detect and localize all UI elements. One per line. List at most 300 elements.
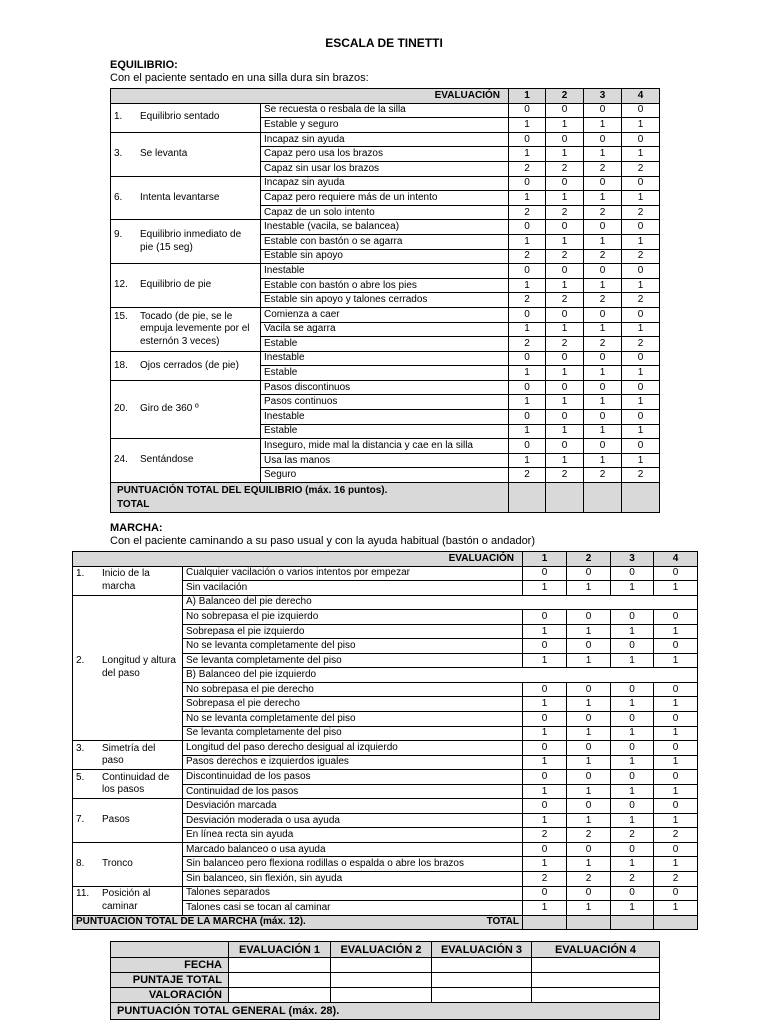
score-cell: 0	[622, 307, 660, 322]
score-cell: 1	[654, 726, 698, 741]
option-text: Seguro	[261, 468, 509, 483]
score-cell: 1	[584, 453, 622, 468]
score-cell: 1	[622, 234, 660, 249]
score-cell: 1	[546, 453, 584, 468]
score-cell: 2	[622, 161, 660, 176]
score-cell: 0	[654, 770, 698, 785]
option-text: Estable sin apoyo y talones cerrados	[261, 293, 509, 308]
score-cell: 2	[509, 205, 546, 220]
score-cell: 1	[622, 366, 660, 381]
score-cell: 1	[654, 755, 698, 770]
score-cell: 1	[567, 581, 611, 596]
summary-value-cell[interactable]	[229, 988, 331, 1003]
balance-heading: EQUILIBRIO:	[110, 59, 178, 71]
summary-value-cell[interactable]	[331, 958, 432, 973]
score-cell: 1	[523, 726, 567, 741]
option-text: Se recuesta o resbala de la silla	[261, 103, 509, 118]
evaluation-header-row	[73, 552, 698, 567]
score-cell: 1	[546, 278, 584, 293]
score-cell: 0	[584, 439, 622, 454]
evaluation-column-4: 4	[654, 552, 698, 567]
item-label-cell	[111, 439, 261, 483]
score-cell: 1	[509, 322, 546, 337]
score-cell: 0	[654, 886, 698, 901]
option-text: Se levanta completamente del piso	[183, 726, 523, 741]
balance-total-row	[111, 483, 660, 513]
score-cell: 0	[611, 610, 654, 625]
score-cell: 0	[546, 220, 584, 235]
score-cell: 1	[611, 726, 654, 741]
score-cell: 0	[567, 682, 611, 697]
item-label-cell	[111, 307, 261, 351]
score-cell: 0	[584, 176, 622, 191]
score-cell: 0	[567, 610, 611, 625]
score-cell: 0	[611, 886, 654, 901]
summary-row-label: VALORACIÓN	[111, 988, 229, 1003]
item-label-cell	[73, 799, 183, 843]
score-cell: 1	[523, 784, 567, 799]
score-cell: 0	[584, 307, 622, 322]
score-cell: 2	[584, 337, 622, 352]
option-text: Sobrepasa el pie izquierdo	[183, 624, 523, 639]
score-cell: 0	[523, 610, 567, 625]
option-text: Estable y seguro	[261, 118, 509, 133]
option-text: Estable sin apoyo	[261, 249, 509, 264]
score-cell: 1	[523, 581, 567, 596]
score-cell: 2	[523, 872, 567, 887]
evaluation-column-4: 4	[622, 89, 660, 104]
score-cell: 2	[611, 828, 654, 843]
score-cell: 0	[523, 566, 567, 581]
score-cell: 1	[567, 755, 611, 770]
score-cell: 2	[622, 293, 660, 308]
score-cell: 0	[654, 610, 698, 625]
subheading-cell: A) Balanceo del pie derecho	[183, 595, 698, 610]
option-text: No sobrepasa el pie derecho	[183, 682, 523, 697]
summary-value-cell[interactable]	[331, 988, 432, 1003]
option-text: Se levanta completamente del piso	[183, 653, 523, 668]
score-cell: 1	[546, 234, 584, 249]
item-label-cell	[111, 103, 261, 132]
item-label-cell	[73, 741, 183, 770]
score-cell: 2	[584, 293, 622, 308]
table-row	[111, 351, 660, 366]
option-text: No se levanta completamente del piso	[183, 639, 523, 654]
score-cell: 1	[509, 278, 546, 293]
score-cell: 1	[654, 784, 698, 799]
summary-value-cell[interactable]	[432, 973, 532, 988]
gait-table	[72, 551, 698, 930]
score-cell: 2	[523, 828, 567, 843]
score-cell: 1	[546, 147, 584, 162]
gait-subtitle: Con el paciente caminando a su paso usual y con la ayuda habitual (bastón o andador)	[110, 535, 536, 547]
item-label-cell	[111, 380, 261, 438]
summary-value-cell[interactable]	[532, 958, 660, 973]
score-cell: 1	[584, 234, 622, 249]
option-text: Capaz sin usar los brazos	[261, 161, 509, 176]
option-text: Sin balanceo, sin flexión, sin ayuda	[183, 872, 523, 887]
item-label-cell	[111, 132, 261, 176]
summary-header-row	[111, 942, 660, 958]
option-text: Cualquier vacilación o varios intentos por empezar	[183, 566, 523, 581]
option-text: Inestable (vacila, se balancea)	[261, 220, 509, 235]
score-cell: 1	[584, 118, 622, 133]
page-title: ESCALA DE TINETTI	[325, 36, 443, 50]
score-cell: 1	[584, 395, 622, 410]
score-cell: 0	[509, 410, 546, 425]
option-text: Inestable	[261, 264, 509, 279]
score-cell: 1	[584, 424, 622, 439]
option-text: Capaz de un solo intento	[261, 205, 509, 220]
score-cell: 1	[611, 755, 654, 770]
score-cell: 1	[567, 784, 611, 799]
score-cell: 2	[584, 249, 622, 264]
evaluation-column-3: 3	[611, 552, 654, 567]
summary-row	[111, 973, 660, 988]
score-cell: 1	[622, 191, 660, 206]
score-cell: 1	[567, 697, 611, 712]
option-text: Incapaz sin ayuda	[261, 132, 509, 147]
table-row	[73, 842, 698, 857]
option-text: Continuidad de los pasos	[183, 784, 523, 799]
summary-row	[111, 988, 660, 1003]
score-cell: 0	[611, 770, 654, 785]
score-cell: 1	[546, 118, 584, 133]
option-text: Pasos continuos	[261, 395, 509, 410]
score-cell: 0	[611, 741, 654, 756]
score-cell: 0	[622, 439, 660, 454]
score-cell: 2	[546, 249, 584, 264]
option-text: Desviación moderada o usa ayuda	[183, 813, 523, 828]
score-cell: 1	[509, 234, 546, 249]
option-text: Usa las manos	[261, 453, 509, 468]
score-cell: 1	[523, 653, 567, 668]
score-cell: 0	[567, 712, 611, 727]
score-cell: 2	[611, 872, 654, 887]
score-cell: 2	[584, 468, 622, 483]
option-text: Sobrepasa el pie derecho	[183, 697, 523, 712]
score-cell: 0	[654, 712, 698, 727]
score-cell: 0	[654, 566, 698, 581]
balance-total-line2: TOTAL	[117, 498, 150, 510]
score-cell: 1	[509, 395, 546, 410]
score-cell: 2	[546, 161, 584, 176]
score-cell: 1	[523, 755, 567, 770]
evaluation-header: EVALUACIÓN	[73, 552, 523, 567]
score-cell: 1	[509, 424, 546, 439]
option-text: Longitud del paso derecho desigual al izquierdo	[183, 741, 523, 756]
summary-value-cell[interactable]	[229, 958, 331, 973]
summary-header-4: EVALUACIÓN 4	[532, 942, 660, 958]
score-cell: 0	[546, 176, 584, 191]
option-text: Pasos discontinuos	[261, 380, 509, 395]
score-cell: 2	[622, 249, 660, 264]
score-cell: 0	[584, 410, 622, 425]
summary-header-2: EVALUACIÓN 2	[331, 942, 432, 958]
option-text: Discontinuidad de los pasos	[183, 770, 523, 785]
score-cell: 1	[546, 322, 584, 337]
score-cell: 0	[567, 799, 611, 814]
score-cell: 1	[523, 697, 567, 712]
item-label: Inicio de la marcha	[102, 568, 150, 592]
score-cell: 0	[546, 410, 584, 425]
score-cell: 2	[567, 872, 611, 887]
score-cell: 0	[509, 220, 546, 235]
item-label: Intenta levantarse	[140, 191, 220, 203]
score-cell: 1	[611, 697, 654, 712]
item-label: Continuidad de los pasos	[102, 771, 170, 796]
score-cell: 1	[654, 697, 698, 712]
score-cell: 2	[509, 293, 546, 308]
score-cell: 0	[622, 132, 660, 147]
subheading-cell: B) Balanceo del pie izquierdo	[183, 668, 698, 683]
balance-subtitle: Con el paciente sentado en una silla dura sin brazos:	[110, 72, 369, 84]
score-cell: 0	[509, 103, 546, 118]
general-total-label: PUNTUACIÓN TOTAL GENERAL (máx. 28).	[111, 1003, 660, 1020]
summary-header-1: EVALUACIÓN 1	[229, 942, 331, 958]
item-number: 5.	[76, 771, 85, 783]
summary-table	[110, 941, 660, 1020]
score-cell: 0	[546, 351, 584, 366]
item-number: 15.	[114, 310, 128, 322]
option-text: Incapaz sin ayuda	[261, 176, 509, 191]
balance-table	[110, 88, 660, 513]
summary-header-3: EVALUACIÓN 3	[432, 942, 532, 958]
item-number: 24.	[114, 454, 128, 466]
table-row	[111, 103, 660, 118]
item-label-cell	[73, 595, 183, 740]
table-row	[111, 439, 660, 454]
item-label: Tocado (de pie, se le empuja levemente por el esternón 3 veces)	[140, 310, 250, 347]
score-cell: 0	[622, 380, 660, 395]
item-label: Simetría del paso	[102, 742, 156, 767]
score-cell: 0	[509, 176, 546, 191]
score-cell: 0	[622, 220, 660, 235]
score-cell: 1	[567, 813, 611, 828]
score-cell: 0	[546, 103, 584, 118]
score-cell: 0	[611, 842, 654, 857]
score-cell: 0	[584, 103, 622, 118]
score-cell: 2	[622, 468, 660, 483]
item-label-cell	[111, 220, 261, 264]
score-cell: 1	[523, 901, 567, 916]
total-score-cell	[523, 915, 567, 930]
option-text: Estable	[261, 424, 509, 439]
option-text: Vacila se agarra	[261, 322, 509, 337]
item-label: Equilibrio de pie	[140, 279, 212, 291]
table-row	[111, 307, 660, 322]
score-cell: 1	[523, 813, 567, 828]
score-cell: 1	[523, 624, 567, 639]
score-cell: 0	[584, 220, 622, 235]
score-cell: 1	[622, 147, 660, 162]
score-cell: 1	[622, 424, 660, 439]
score-cell: 2	[546, 205, 584, 220]
evaluation-column-2: 2	[567, 552, 611, 567]
gait-total-text: PUNTUACIÓN TOTAL DE LA MARCHA (máx. 12).	[76, 916, 306, 928]
item-label: Equilibrio sentado	[140, 111, 220, 123]
option-text: En línea recta sin ayuda	[183, 828, 523, 843]
score-cell: 1	[546, 395, 584, 410]
summary-row-label: PUNTAJE TOTAL	[111, 973, 229, 988]
gait-total-row	[73, 915, 698, 930]
score-cell: 2	[509, 468, 546, 483]
score-cell: 0	[523, 770, 567, 785]
item-number: 3.	[114, 147, 123, 159]
summary-value-cell[interactable]	[532, 988, 660, 1003]
item-label: Se levanta	[140, 147, 188, 159]
score-cell: 2	[546, 337, 584, 352]
score-cell: 2	[546, 468, 584, 483]
gait-total-right: TOTAL	[486, 916, 519, 928]
score-cell: 2	[654, 828, 698, 843]
score-cell: 2	[622, 205, 660, 220]
score-cell: 0	[567, 566, 611, 581]
option-text: Capaz pero usa los brazos	[261, 147, 509, 162]
item-number: 3.	[76, 742, 85, 754]
score-cell: 0	[622, 103, 660, 118]
item-number: 7.	[76, 814, 85, 826]
score-cell: 1	[584, 191, 622, 206]
gait-heading: MARCHA:	[110, 522, 163, 534]
score-cell: 1	[654, 653, 698, 668]
option-text: Talones casi se tocan al caminar	[183, 901, 523, 916]
summary-value-cell[interactable]	[432, 988, 532, 1003]
balance-total-line1: PUNTUACIÓN TOTAL DEL EQUILIBRIO (máx. 16 puntos).	[117, 484, 388, 496]
option-text: Capaz pero requiere más de un intento	[261, 191, 509, 206]
item-label: Ojos cerrados (de pie)	[140, 359, 239, 371]
item-label-cell	[111, 176, 261, 220]
score-cell: 0	[567, 770, 611, 785]
total-score-cell	[509, 483, 546, 513]
score-cell: 1	[509, 118, 546, 133]
score-cell: 0	[584, 132, 622, 147]
total-score-cell	[611, 915, 654, 930]
item-number: 9.	[114, 229, 123, 241]
score-cell: 0	[509, 264, 546, 279]
score-cell: 1	[509, 453, 546, 468]
item-number: 18.	[114, 359, 128, 371]
table-row	[73, 566, 698, 581]
gait-total-label	[73, 915, 523, 930]
score-cell: 1	[509, 147, 546, 162]
score-cell: 1	[584, 366, 622, 381]
score-cell: 1	[546, 424, 584, 439]
score-cell: 0	[523, 741, 567, 756]
score-cell: 0	[523, 712, 567, 727]
option-text: Inseguro, mide mal la distancia y cae en la silla	[261, 439, 509, 454]
option-text: Sin balanceo pero flexiona rodillas o espalda o abre los brazos	[183, 857, 523, 872]
summary-value-cell[interactable]	[229, 973, 331, 988]
score-cell: 0	[509, 132, 546, 147]
evaluation-column-1: 1	[509, 89, 546, 104]
score-cell: 1	[611, 901, 654, 916]
table-row	[73, 799, 698, 814]
score-cell: 1	[622, 395, 660, 410]
summary-row-label: FECHA	[111, 958, 229, 973]
item-label: Tronco	[102, 858, 133, 869]
item-number: 12.	[114, 279, 128, 291]
score-cell: 0	[622, 410, 660, 425]
score-cell: 0	[567, 842, 611, 857]
score-cell: 1	[611, 653, 654, 668]
option-text: Estable con bastón o abre los pies	[261, 278, 509, 293]
score-cell: 0	[611, 712, 654, 727]
score-cell: 2	[584, 205, 622, 220]
option-text: Estable	[261, 366, 509, 381]
item-number: 1.	[76, 568, 85, 580]
option-text: Desviación marcada	[183, 799, 523, 814]
score-cell: 2	[622, 337, 660, 352]
item-label: Equilibrio inmediato de pie (15 seg)	[140, 229, 242, 253]
score-cell: 1	[611, 784, 654, 799]
item-label: Pasos	[102, 814, 130, 826]
score-cell: 1	[611, 581, 654, 596]
summary-value-cell[interactable]	[532, 973, 660, 988]
score-cell: 2	[509, 337, 546, 352]
score-cell: 1	[584, 147, 622, 162]
score-cell: 2	[654, 872, 698, 887]
score-cell: 1	[654, 581, 698, 596]
table-row	[73, 770, 698, 785]
score-cell: 1	[567, 624, 611, 639]
score-cell: 1	[611, 813, 654, 828]
item-number: 11.	[76, 888, 90, 900]
score-cell: 1	[622, 322, 660, 337]
score-cell: 0	[546, 439, 584, 454]
score-cell: 1	[509, 191, 546, 206]
option-text: Pasos derechos e izquierdos iguales	[183, 755, 523, 770]
score-cell: 0	[611, 639, 654, 654]
option-text: Estable	[261, 337, 509, 352]
score-cell: 0	[611, 566, 654, 581]
score-cell: 0	[509, 307, 546, 322]
table-row	[111, 176, 660, 191]
score-cell: 1	[654, 813, 698, 828]
score-cell: 0	[509, 439, 546, 454]
summary-value-cell[interactable]	[432, 958, 532, 973]
score-cell: 0	[509, 351, 546, 366]
score-cell: 0	[523, 842, 567, 857]
score-cell: 1	[523, 857, 567, 872]
score-cell: 1	[546, 191, 584, 206]
score-cell: 0	[509, 380, 546, 395]
option-text: Marcado balanceo o usa ayuda	[183, 842, 523, 857]
score-cell: 1	[584, 322, 622, 337]
item-number: 8.	[76, 858, 85, 869]
score-cell: 1	[584, 278, 622, 293]
score-cell: 2	[584, 161, 622, 176]
score-cell: 1	[567, 857, 611, 872]
score-cell: 0	[654, 682, 698, 697]
score-cell: 0	[654, 799, 698, 814]
score-cell: 0	[622, 176, 660, 191]
score-cell: 0	[567, 639, 611, 654]
score-cell: 2	[567, 828, 611, 843]
score-cell: 1	[611, 857, 654, 872]
evaluation-header-row	[111, 89, 660, 104]
item-label-cell	[73, 770, 183, 799]
option-text: Estable con bastón o se agarra	[261, 234, 509, 249]
score-cell: 1	[546, 366, 584, 381]
score-cell: 0	[546, 380, 584, 395]
item-label-cell	[73, 842, 183, 886]
score-cell: 2	[509, 249, 546, 264]
summary-value-cell[interactable]	[331, 973, 432, 988]
item-number: 1.	[114, 111, 123, 123]
total-score-cell	[622, 483, 660, 513]
score-cell: 2	[546, 293, 584, 308]
